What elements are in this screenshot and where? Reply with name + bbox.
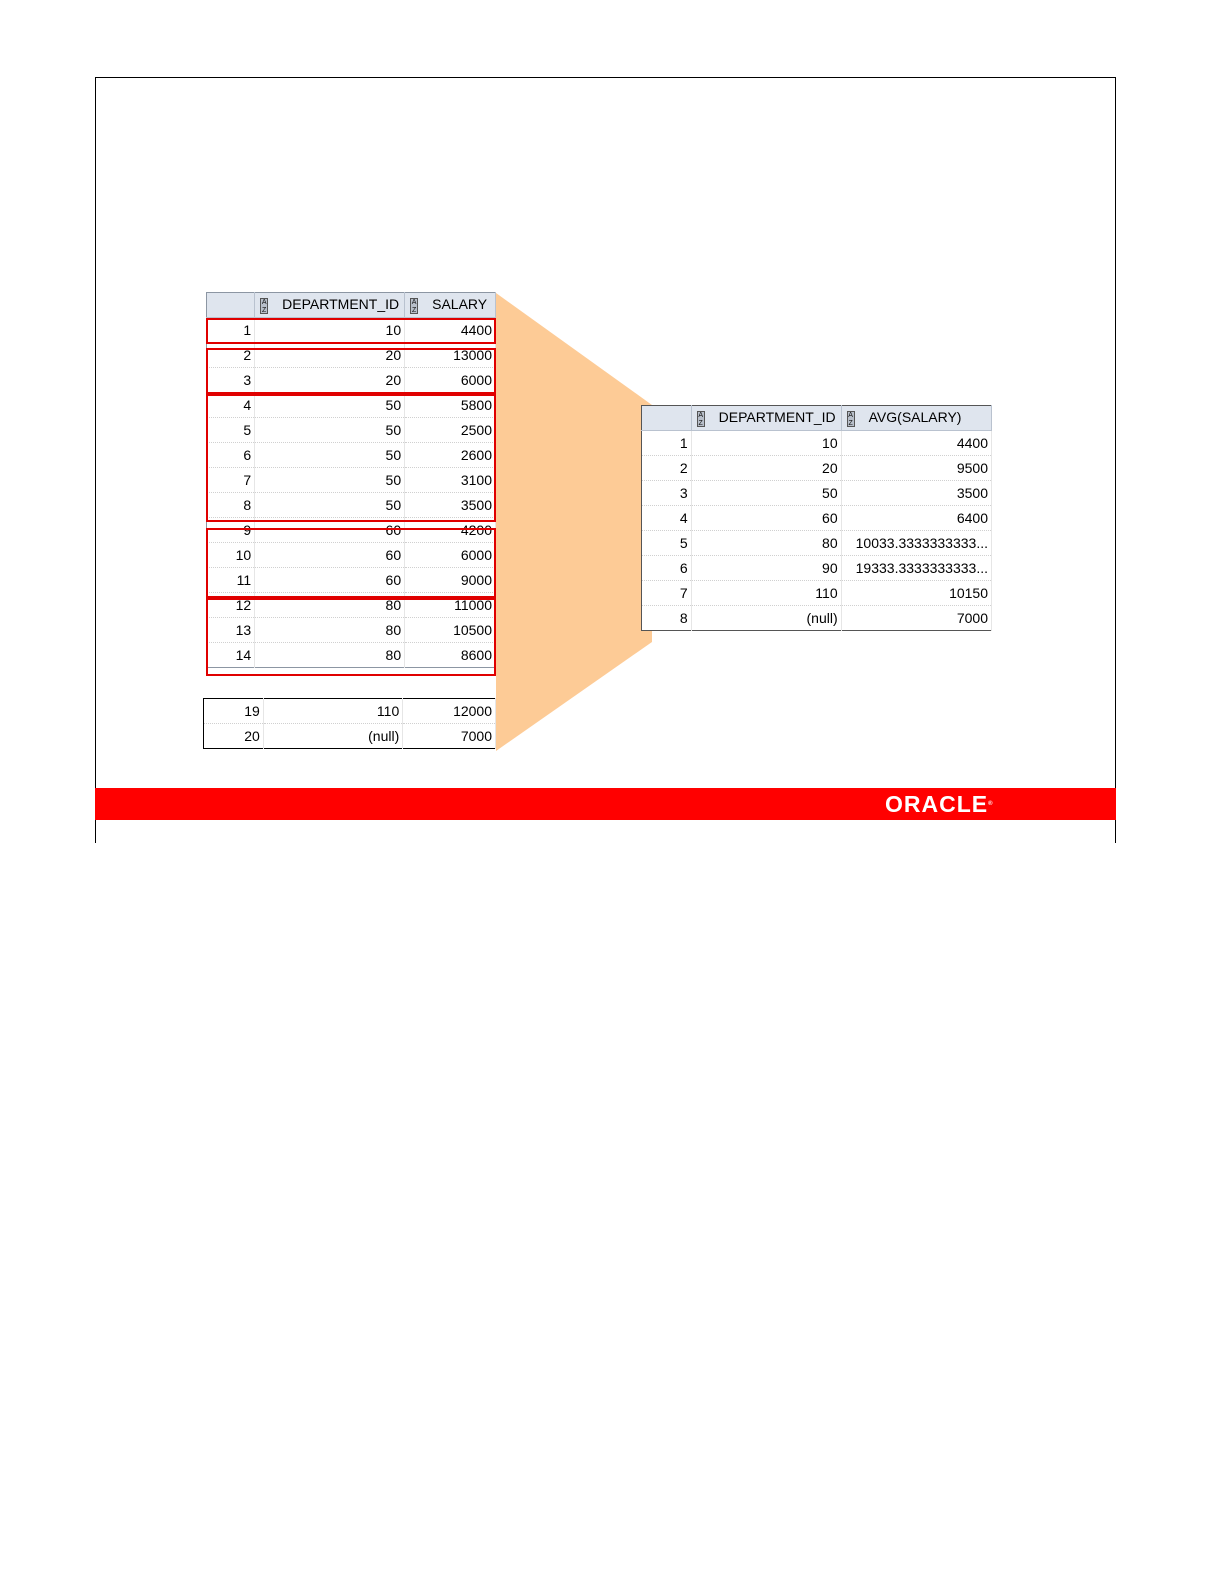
average-salary-table: [641, 405, 992, 631]
table-row[interactable]: [207, 418, 496, 443]
row-number-header: [642, 406, 692, 431]
department-id-cell[interactable]: 10: [691, 431, 841, 456]
department-id-cell[interactable]: 60: [691, 506, 841, 531]
row-number-cell[interactable]: 2: [207, 343, 255, 368]
table-row[interactable]: [207, 568, 496, 593]
salary-cell[interactable]: 3100: [405, 468, 496, 493]
department-id-cell[interactable]: 80: [255, 618, 405, 643]
salary-cell[interactable]: 5800: [405, 393, 496, 418]
row-number-cell[interactable]: 2: [642, 456, 692, 481]
department-id-cell[interactable]: 20: [255, 368, 405, 393]
department-id-cell[interactable]: 60: [255, 543, 405, 568]
table-row[interactable]: [207, 493, 496, 518]
row-number-cell[interactable]: 10: [207, 543, 255, 568]
department-id-cell[interactable]: 80: [255, 643, 405, 668]
department-id-cell[interactable]: 80: [691, 531, 841, 556]
table-row[interactable]: [204, 699, 496, 724]
table-row[interactable]: [204, 724, 496, 749]
row-number-cell[interactable]: 3: [642, 481, 692, 506]
row-number-cell[interactable]: 7: [207, 468, 255, 493]
row-number-cell[interactable]: 6: [642, 556, 692, 581]
column-header-avg-salary[interactable]: A Z AVG(SALARY): [841, 406, 991, 431]
salary-cell[interactable]: 13000: [405, 343, 496, 368]
salary-cell[interactable]: 6000: [405, 368, 496, 393]
table-row[interactable]: [207, 643, 496, 668]
table-row[interactable]: [207, 443, 496, 468]
avg-salary-cell[interactable]: 4400: [841, 431, 991, 456]
salary-cell[interactable]: 4400: [405, 318, 496, 343]
table-row[interactable]: [207, 593, 496, 618]
row-number-cell[interactable]: 3: [207, 368, 255, 393]
table-row[interactable]: [207, 618, 496, 643]
row-number-cell[interactable]: 1: [642, 431, 692, 456]
row-number-cell[interactable]: 8: [207, 493, 255, 518]
row-number-cell[interactable]: 13: [207, 618, 255, 643]
department-id-cell[interactable]: 60: [255, 568, 405, 593]
table-row[interactable]: [642, 581, 992, 606]
row-number-cell[interactable]: 4: [207, 393, 255, 418]
department-id-cell[interactable]: 50: [255, 468, 405, 493]
salary-cell[interactable]: 4200: [405, 518, 496, 543]
table-row[interactable]: [642, 456, 992, 481]
avg-salary-cell[interactable]: 3500: [841, 481, 991, 506]
row-number-cell[interactable]: 7: [642, 581, 692, 606]
department-id-cell[interactable]: (null): [691, 606, 841, 631]
department-id-cell[interactable]: 110: [691, 581, 841, 606]
table-row[interactable]: [207, 343, 496, 368]
row-number-cell[interactable]: 12: [207, 593, 255, 618]
row-number-cell[interactable]: 19: [204, 699, 264, 724]
salary-cell[interactable]: 12000: [403, 699, 496, 724]
department-id-cell[interactable]: 50: [255, 493, 405, 518]
table-row[interactable]: [642, 506, 992, 531]
row-number-cell[interactable]: 5: [207, 418, 255, 443]
sort-icon[interactable]: A Z: [698, 411, 703, 427]
salary-cell[interactable]: 9000: [405, 568, 496, 593]
column-header-salary[interactable]: A Z SALARY: [405, 293, 496, 318]
row-number-cell[interactable]: 1: [207, 318, 255, 343]
salary-cell[interactable]: 6000: [405, 543, 496, 568]
table-row[interactable]: [642, 606, 992, 631]
table-row[interactable]: [207, 393, 496, 418]
column-header-department-id[interactable]: A Z DEPARTMENT_ID: [691, 406, 841, 431]
table-row[interactable]: [207, 543, 496, 568]
salary-cell[interactable]: 11000: [405, 593, 496, 618]
table-header-row: [642, 406, 992, 431]
row-number-cell[interactable]: 5: [642, 531, 692, 556]
avg-salary-cell[interactable]: 19333.3333333333...: [841, 556, 991, 581]
department-id-cell[interactable]: 90: [691, 556, 841, 581]
department-id-cell[interactable]: 50: [255, 443, 405, 468]
salary-cell[interactable]: 2500: [405, 418, 496, 443]
row-number-cell[interactable]: 9: [207, 518, 255, 543]
department-id-cell[interactable]: (null): [263, 724, 402, 749]
salary-cell[interactable]: 3500: [405, 493, 496, 518]
row-number-cell[interactable]: 4: [642, 506, 692, 531]
sort-icon[interactable]: A Z: [411, 298, 417, 314]
department-id-cell[interactable]: 110: [263, 699, 402, 724]
table-row[interactable]: [207, 468, 496, 493]
department-id-cell[interactable]: 20: [691, 456, 841, 481]
salary-cell[interactable]: 10500: [405, 618, 496, 643]
table-row[interactable]: [207, 318, 496, 343]
department-id-cell[interactable]: 50: [691, 481, 841, 506]
column-header-department-id[interactable]: A Z DEPARTMENT_ID: [255, 293, 405, 318]
avg-salary-cell[interactable]: 10033.3333333333...: [841, 531, 991, 556]
table-row[interactable]: [642, 431, 992, 456]
table-header-row: [207, 293, 496, 318]
row-number-cell[interactable]: 11: [207, 568, 255, 593]
row-number-header: [207, 293, 255, 318]
avg-salary-cell[interactable]: 10150: [841, 581, 991, 606]
table-row[interactable]: [642, 531, 992, 556]
department-id-cell[interactable]: 50: [255, 393, 405, 418]
row-number-cell[interactable]: 20: [204, 724, 264, 749]
avg-salary-cell[interactable]: 6400: [841, 506, 991, 531]
table-row[interactable]: [642, 481, 992, 506]
department-id-cell[interactable]: 60: [255, 518, 405, 543]
salary-cell[interactable]: 2600: [405, 443, 496, 468]
oracle-logo: ORACLE®: [885, 791, 993, 817]
table-row[interactable]: [642, 556, 992, 581]
row-number-cell[interactable]: 14: [207, 643, 255, 668]
row-number-cell[interactable]: 6: [207, 443, 255, 468]
sort-icon[interactable]: A Z: [261, 298, 267, 314]
salary-cell[interactable]: 8600: [405, 643, 496, 668]
sort-icon[interactable]: A Z: [848, 411, 853, 427]
department-id-cell[interactable]: 80: [255, 593, 405, 618]
avg-salary-cell[interactable]: 7000: [841, 606, 991, 631]
employee-salary-table-tail: [203, 698, 496, 749]
department-id-cell[interactable]: 10: [255, 318, 405, 343]
employee-salary-table: [206, 292, 496, 668]
table-row[interactable]: [207, 518, 496, 543]
row-number-cell[interactable]: 8: [642, 606, 692, 631]
department-id-cell[interactable]: 50: [255, 418, 405, 443]
department-id-cell[interactable]: 20: [255, 343, 405, 368]
avg-salary-cell[interactable]: 9500: [841, 456, 991, 481]
salary-cell[interactable]: 7000: [403, 724, 496, 749]
table-row[interactable]: [207, 368, 496, 393]
